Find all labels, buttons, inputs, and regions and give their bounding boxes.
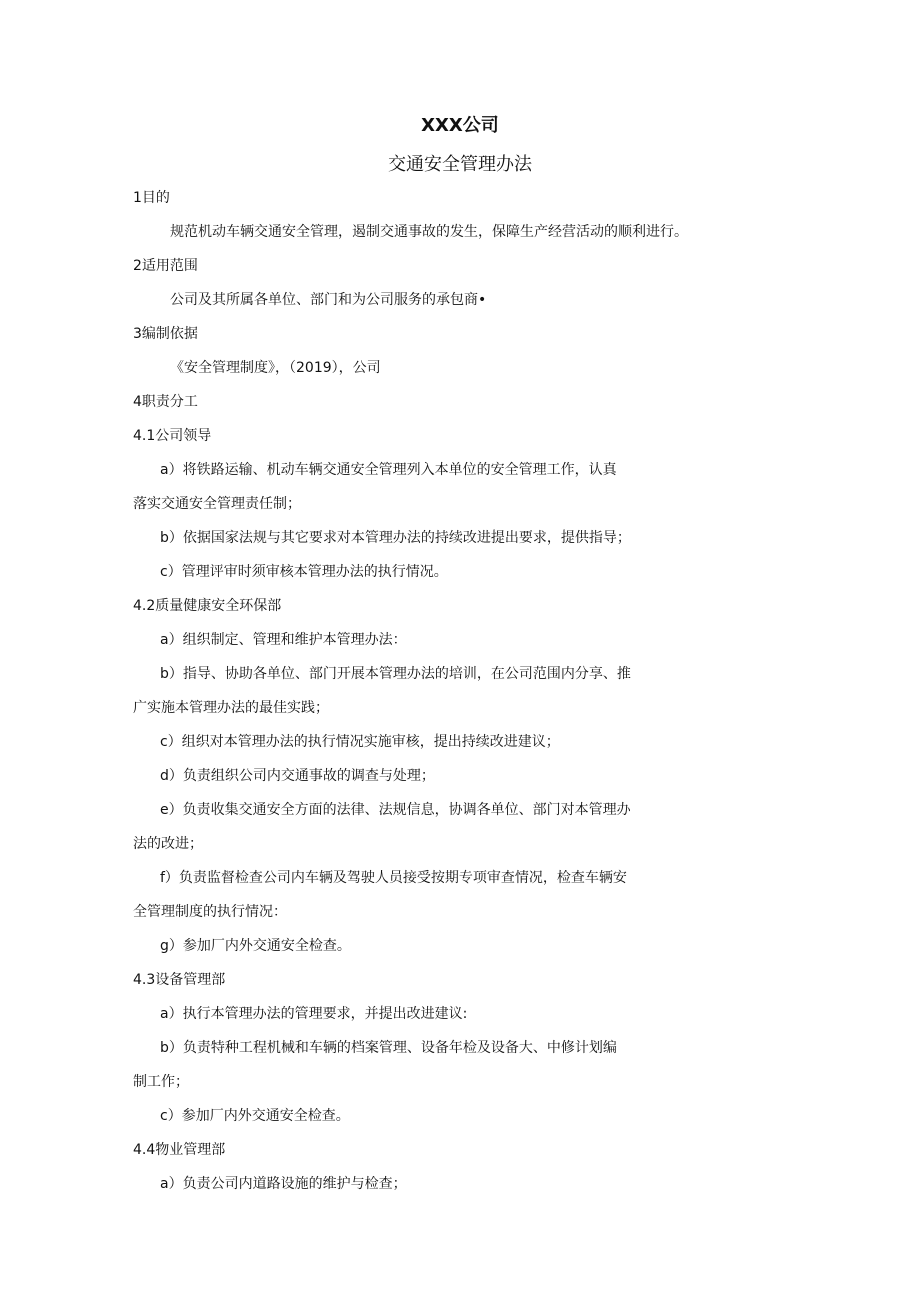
list-item: c）管理评审时须审核本管理办法的执行情况。 bbox=[160, 564, 448, 580]
heading-scope: 2适用范围 bbox=[133, 258, 198, 274]
list-item-continuation: 广实施本管理办法的最佳实践； bbox=[133, 700, 329, 716]
heading-purpose: 1目的 bbox=[133, 190, 170, 206]
list-item: a）组织制定、管理和维护本管理办法： bbox=[160, 632, 407, 648]
heading-4-4: 4.4物业管理部 bbox=[133, 1142, 226, 1158]
heading-4-3: 4.3设备管理部 bbox=[133, 972, 226, 988]
document-title: 交通安全管理办法 bbox=[388, 154, 532, 175]
list-item: c）组织对本管理办法的执行情况实施审核，提出持续改进建议； bbox=[160, 734, 560, 750]
list-item: b）指导、协助各单位、部门开展本管理办法的培训，在公司范围内分享、推 bbox=[160, 666, 631, 682]
list-item: b）依据国家法规与其它要求对本管理办法的持续改进提出要求，提供指导； bbox=[160, 530, 631, 546]
heading-4-1: 4.1公司领导 bbox=[133, 428, 212, 444]
list-item: a）负责公司内道路设施的维护与检查； bbox=[160, 1176, 407, 1192]
list-item: d）负责组织公司内交通事故的调查与处理； bbox=[160, 768, 435, 784]
heading-basis: 3编制依据 bbox=[133, 326, 198, 342]
list-item-continuation: 全管理制度的执行情况： bbox=[133, 904, 287, 920]
paragraph-scope: 公司及其所属各单位、部门和为公司服务的承包商• bbox=[170, 292, 487, 308]
list-item: a）执行本管理办法的管理要求，并提出改进建议: bbox=[160, 1006, 468, 1022]
paragraph-basis: 《安全管理制度》，（2019），公司 bbox=[170, 360, 381, 376]
company-name: XXX公司 bbox=[421, 115, 499, 136]
list-item: f）负责监督检查公司内车辆及驾驶人员接受按期专项审查情况，检查车辆安 bbox=[160, 870, 627, 886]
list-item-continuation: 落实交通安全管理责任制； bbox=[133, 496, 301, 512]
heading-4-2: 4.2质量健康安全环保部 bbox=[133, 598, 282, 614]
list-item: b）负责特种工程机械和车辆的档案管理、设备年检及设备大、中修计划编 bbox=[160, 1040, 617, 1056]
list-item: c）参加厂内外交通安全检查。 bbox=[160, 1108, 350, 1124]
list-item: a）将铁路运输、机动车辆交通安全管理列入本单位的安全管理工作，认真 bbox=[160, 462, 617, 478]
list-item: e）负责收集交通安全方面的法律、法规信息，协调各单位、部门对本管理办 bbox=[160, 802, 631, 818]
heading-responsibilities: 4职责分工 bbox=[133, 394, 198, 410]
paragraph-purpose: 规范机动车辆交通安全管理，遏制交通事故的发生，保障生产经营活动的顺利进行。 bbox=[170, 224, 688, 240]
list-item-continuation: 法的改进； bbox=[133, 836, 203, 852]
list-item: g）参加厂内外交通安全检查。 bbox=[160, 938, 351, 954]
list-item-continuation: 制工作； bbox=[133, 1074, 189, 1090]
